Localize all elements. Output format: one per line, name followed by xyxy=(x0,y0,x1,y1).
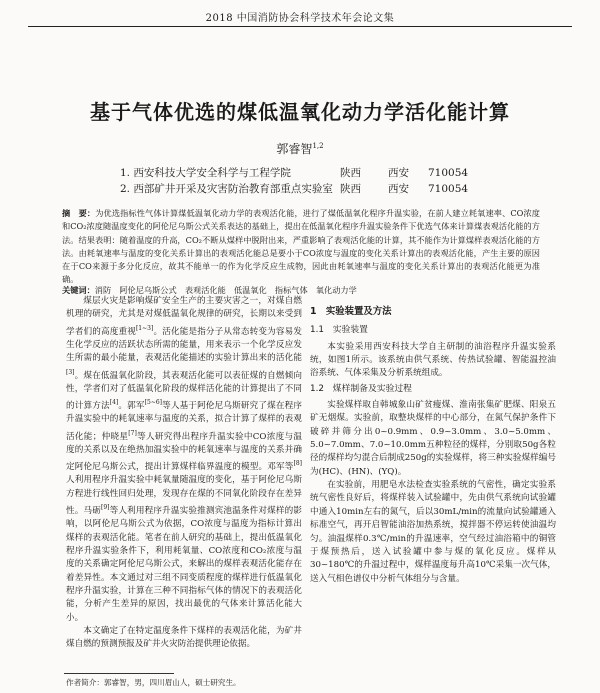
subsection-heading-1-2: 1.2 煤样制备及实验过程 xyxy=(310,383,412,394)
section-heading-1: 1 实验装置及方法 xyxy=(310,306,392,317)
affiliation-province: 陕西 xyxy=(340,167,361,179)
affiliation-org: 2. 西部矿井开采及灾害防治教育部重点实验室 xyxy=(120,183,333,195)
keywords-text: 消防 阿伦尼乌斯公式 表观活化能 低温氧化 指标气体 氧化动力学 xyxy=(94,285,357,295)
paragraph-1-2: 实验煤样取自韩城象山矿贫瘦煤、淮南张集矿肥煤、阳泉五矿无烟煤。实验前，取整块煤样的中心部分，在氮气保护条件下破碎并筛分出0~0.9mm、0.9~3.0mm、3.0~5.0mm、5.0~7.0mm、7.0~10.0mm五种粒径的煤样，分别取50g各粒径的煤样均匀混合后制成250g的实验煤样，将三种实验煤样编号为(HC)、(HN)、(YQ)。 xyxy=(310,400,556,477)
affiliation-province: 陕西 xyxy=(340,183,361,195)
footnote-rule xyxy=(64,673,174,674)
right-column xyxy=(310,295,556,586)
author-name: 郭睿智 xyxy=(276,142,313,156)
paragraph-1-1: 本实验采用西安科技大学自主研制的油浴程序升温实验系统，如图1所示。该系统由供气系统、传热试验罐、智能温控油浴系统、气体采集及分析系统组成。 xyxy=(310,341,556,379)
abstract-label: 摘 要： xyxy=(62,208,96,218)
left-column xyxy=(66,295,302,652)
abstract-text: 为优选指标性气体计算煤低温氧化动力学的表观活化能，进行了煤低温氧化程序升温实验，在前人建立耗氧速率、CO浓度和CO₂浓度随温度变化的阿伦尼乌斯公式关系表达的基础上，提出在低温氧化程序升温实验条件下优选气体来计算煤表观活化能的方法。结果表明：随着温度的升高，CO₂不断从煤样中脱附出来，严重影响了表观活化能的计算，其不能作为计算煤样表观活化能的方法。由耗氧速率与温度的变化关系计算出的表观活化能总是要小于CO浓度与温度的变化关系计算出的表观活化能，产生主要的原因在于CO来源于多分化反应，故其不能单一的作为化学反应生成物，因此由耗氧速率与温度的变化关系计算出的表观活化能更为准确。 xyxy=(62,208,540,285)
affiliation-zip: 710054 xyxy=(428,167,469,179)
author-affiliation-marks: 1,2 xyxy=(312,142,324,150)
subsection-heading-1-1: 1.1 实验装置 xyxy=(310,325,368,336)
paper-title: 基于气体优选的煤低温氧化动力学活化能计算 xyxy=(90,100,510,124)
intro-paragraph-2: 本文确定了在特定温度条件下煤样的表观活化能，为矿井煤自燃的预测预报及矿井火灾防治提供理论依据。 xyxy=(66,626,302,650)
affiliation-zip: 710054 xyxy=(428,183,469,195)
keywords-label: 关键词： xyxy=(62,285,95,295)
affiliation-org: 1. 西安科技大学安全科学与工程学院 xyxy=(120,167,291,179)
affiliation-city: 西安 xyxy=(388,167,409,179)
header-rule xyxy=(28,26,572,27)
affiliation-city: 西安 xyxy=(388,183,409,195)
running-header: 2018 中国消防协会科学技术年会论文集 xyxy=(205,13,395,24)
intro-paragraph: 煤层火灾是影响煤矿安全生产的主要灾害之一，对煤自燃机理的研究，尤其是对煤低温氧化规律的研究，长期以来受到学者们的高度重视[1~3]。活化能是指分子从常态转变为容易发生化学反应的活跃状态所需的能量，用来表示一个化学反应发生所需的最小能量，表观活化能描述的实验计算出来的活化能[3]。煤在低温氧化阶段，其表观活化能可以表征煤的自燃倾向性，学者们对了低温氧化阶段的煤样活化能的计算提出了不同的计算方法[4]。郭军[5~6]等人基于阿伦尼乌斯研究了煤在程序升温实验中的耗氧速率与温度的关系，拟合计算了煤样的表观活化能；仲晓星[7]等人研究得出程序升温实验中CO浓度与温度的关系以及在绝热加温实验中的耗氧速率与温度的关系并确定阿伦尼乌斯公式，提出计算煤样临界温度的模型。邓军等[8]人利用程序升温实验中耗氧量随温度的变化，基于阿伦尼乌斯方程进行线性回归处理，发现存在煤的不同氧化阶段存在差异性。马砺[9]等人利用程序升温实验推测宾池温条件对煤样的影响，以阿伦尼乌斯公式为依据，CO浓度与温度为指标计算出煤样的表观活化能。笔者在前人研究的基础上，提出低温氧化程序升温实验条件下，利用耗氧量、CO浓度和CO₂浓度与温度的关系确定阿伦尼乌斯公式，来解出的煤样表观活化能存在着差异性。本文通过对三组不同变质程度的煤样进行低温氧化程序升温实验，计算在三种不同指标气体的情况下的表观活化能，分析产生差异的原因，找出最优的气体来计算活化能大小。 xyxy=(66,296,302,623)
author-footnote: 作者简介：郭睿智，男，四川眉山人，硕士研究生。 xyxy=(66,678,241,687)
paragraph-1-3: 在实验前，用肥皂水法检查实验系统的气密性，确定实验系统气密性良好后，将煤样装入试验罐中，先由供气系统向试验罐中通入10min左右的氮气，后以30mL/min的流量向试验罐通入标准空气，再开启智能油浴加热系统，搅拌器不停运转使油温均匀。油温煤样0.3℃/min的升温速率，空气经过油浴箱中的铜管于煤预热后，送入试验罐中参与煤的氧化反应。煤样从30~180℃的升温过程中，煤样温度每升高10℃采集一次气体，送入气相色谱仪中分析气体组分与含量。 xyxy=(310,480,556,584)
affiliation-1 xyxy=(120,165,468,180)
author-line xyxy=(0,140,600,157)
abstract xyxy=(62,207,540,287)
affiliation-2 xyxy=(120,181,468,196)
